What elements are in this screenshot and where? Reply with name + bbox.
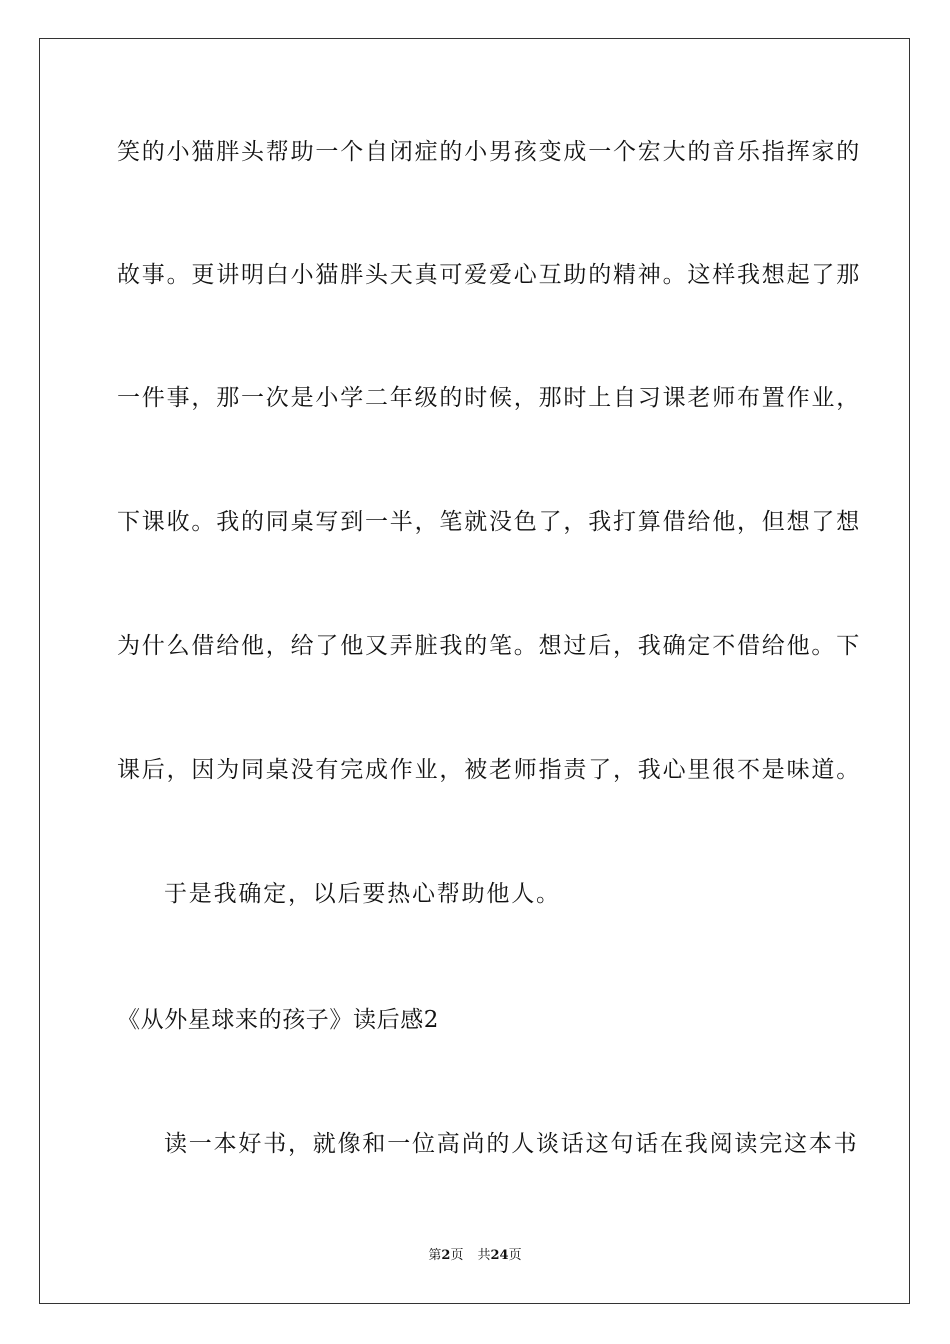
conclusion-paragraph: 于是我确定，以后要热心帮助他人。 [164, 881, 561, 907]
total-pages: 24 [490, 1248, 509, 1263]
body-line-4: 下课收。我的同桌写到一半，笔就没色了，我打算借给他，但想了想 [117, 509, 861, 535]
total-suffix: 页 [508, 1248, 522, 1263]
page-footer [0, 1246, 950, 1266]
body-line-2: 故事。更讲明白小猫胖头天真可爱爱心互助的精神。这样我想起了那 [117, 262, 861, 288]
body-line-6: 课后，因为同桌没有完成作业，被老师指责了，我心里很不是味道。 [117, 757, 861, 783]
page-frame [39, 38, 910, 1304]
section-heading: 《从外星球来的孩子》读后感2 [117, 1007, 440, 1033]
body-line-1: 笑的小猫胖头帮助一个自闭症的小男孩变成一个宏大的音乐指挥家的 [117, 139, 861, 165]
body-line-3: 一件事，那一次是小学二年级的时候，那时上自习课老师布置作业， [117, 385, 861, 411]
page-number: 2 [441, 1248, 451, 1263]
paragraph-start: 读一本好书，就像和一位高尚的人谈话这句话在我阅读完这本书 [164, 1131, 859, 1157]
page-suffix: 页 [450, 1248, 464, 1263]
total-prefix: 共 [477, 1248, 491, 1263]
body-line-5: 为什么借给他，给了他又弄脏我的笔。想过后，我确定不借给他。下 [117, 633, 861, 659]
page-prefix: 第 [428, 1248, 442, 1263]
